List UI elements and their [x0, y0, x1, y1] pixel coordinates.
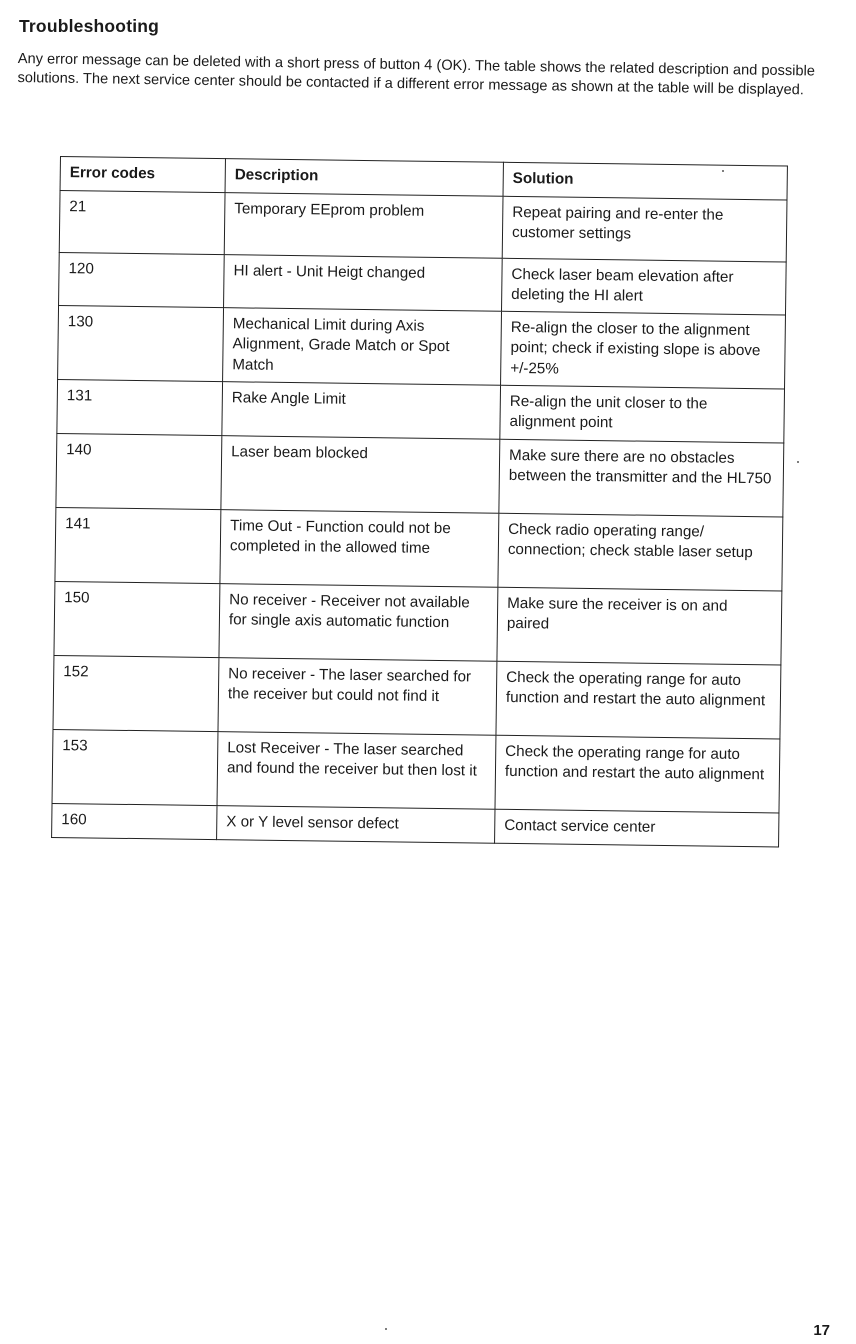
description-cell: Rake Angle Limit: [222, 381, 501, 439]
error-code-cell: 130: [58, 305, 224, 381]
error-code-cell: 150: [54, 581, 220, 657]
table-row: [54, 581, 782, 665]
error-table-container: [51, 156, 787, 847]
table-row: [56, 433, 784, 517]
scan-speck: [722, 170, 724, 172]
description-cell: Lost Receiver - The laser searched and found the receiver but then lost it: [217, 731, 496, 809]
error-code-cell: 131: [57, 379, 223, 435]
scan-speck: [385, 1328, 387, 1330]
solution-cell: Check laser beam elevation after deleting the HI alert: [502, 258, 787, 315]
error-codes-table: [51, 156, 788, 847]
solution-cell: Check radio operating range/ connection; check stable laser setup: [498, 513, 783, 591]
solution-cell: Check the operating range for auto function and restart the auto alignment: [496, 661, 781, 739]
description-cell: Mechanical Limit during Axis Alignment, Grade Match or Spot Match: [223, 307, 502, 385]
description-cell: No receiver - Receiver not available for single axis automatic function: [219, 583, 498, 661]
description-cell: Time Out - Function could not be completed in the allowed time: [220, 509, 499, 587]
error-code-cell: 140: [56, 433, 222, 509]
header-solution: Solution: [503, 162, 787, 199]
page-number: 17: [813, 1322, 830, 1339]
solution-cell: Repeat pairing and re-enter the customer settings: [502, 196, 787, 262]
description-cell: Laser beam blocked: [221, 435, 500, 513]
solution-cell: Check the operating range for auto function and restart the auto alignment: [495, 735, 780, 813]
error-code-cell: 120: [59, 252, 225, 307]
intro-paragraph: Any error message can be deleted with a short press of button 4 (OK). The table shows the related description and possible solutions. The next service center should be contacted if a different error message as shown at the table will be displayed.: [17, 50, 816, 99]
table-row: [59, 190, 787, 262]
error-code-cell: 153: [52, 729, 218, 805]
table-row: [58, 305, 786, 389]
error-code-cell: 152: [53, 655, 219, 731]
description-cell: No receiver - The laser searched for the receiver but could not find it: [218, 657, 497, 735]
solution-cell: Make sure the receiver is on and paired: [497, 587, 782, 665]
header-error-codes: Error codes: [60, 157, 225, 193]
header-description: Description: [225, 159, 503, 196]
solution-cell: Re-align the closer to the alignment point; check if existing slope is above +/-25%: [501, 311, 786, 389]
table-row: [53, 655, 781, 739]
error-code-cell: 21: [59, 190, 225, 254]
error-code-cell: 141: [55, 507, 221, 583]
scan-speck: [797, 461, 799, 463]
error-code-cell: 160: [52, 803, 217, 839]
description-cell: Temporary EEprom problem: [224, 192, 503, 258]
solution-cell: Contact service center: [495, 809, 779, 847]
table-row: [59, 252, 787, 315]
solution-cell: Re-align the unit closer to the alignment point: [500, 385, 785, 443]
description-cell: X or Y level sensor defect: [217, 805, 495, 843]
solution-cell: Make sure there are no obstacles between the transmitter and the HL750: [499, 439, 784, 517]
table-row: [57, 379, 785, 443]
table-row: [52, 729, 780, 813]
page-heading: Troubleshooting: [19, 16, 160, 36]
table-row: [55, 507, 783, 591]
description-cell: HI alert - Unit Heigt changed: [224, 254, 503, 311]
